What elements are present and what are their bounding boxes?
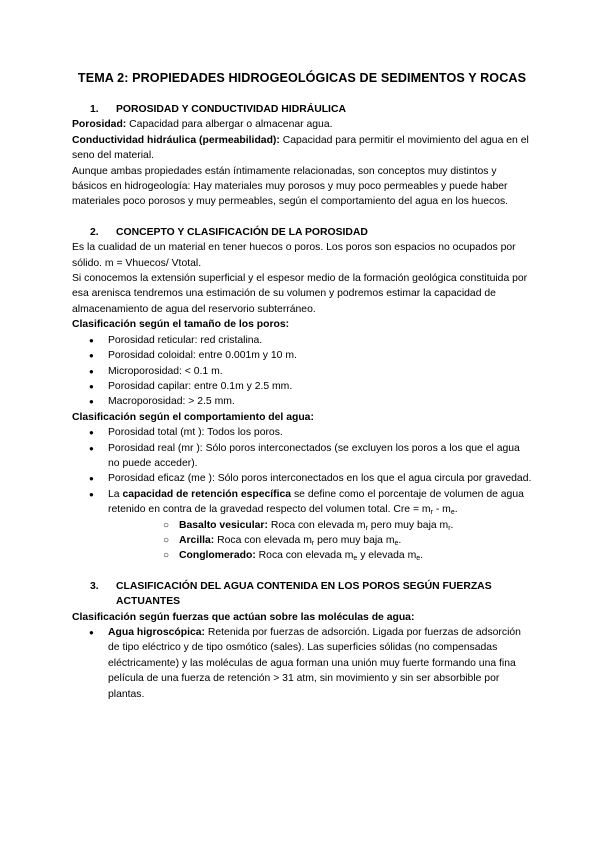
section-3-title: CLASIFICACIÓN DEL AGUA CONTENIDA EN LOS POROS SEGÚN FUERZAS ACTUANTES	[116, 580, 492, 608]
list-item: ● Porosidad real (mr ): Sólo poros interconectados (se excluyen los poros a los que el agua no puede acceder).	[72, 441, 532, 472]
list-item: ● Agua higroscópica: Retenida por fuerzas de adsorción. Ligada por fuerzas de adsorción de tipo eléctrico y de tipo osmótico (sales). Las superficies sólidas (no compensadas eléctricamente) y las moléculas de agua forman una unión muy fuerte formando una fina película de una fuerza de retención > 31 atm, sin movimiento y sin ser absorbible por plantas.	[72, 625, 532, 702]
porosidad-text: Capacidad para albergar o almacenar agua.	[126, 119, 333, 131]
porosidad-label: Porosidad:	[72, 119, 127, 131]
example-conglomerado: ○ Conglomerado: Roca con elevada $m_e$ y elevada $m_e$.	[108, 548, 532, 563]
example-basalto: ○ Basalto vesicular: Roca con elevada $m_r$ pero muy baja $m_r$.	[108, 518, 532, 533]
forces-classification-list	[72, 625, 532, 702]
section-2-number: 2.	[90, 226, 99, 238]
conductividad-label: Conductividad hidráulica (permeabilidad):	[72, 134, 280, 146]
section-2-title: CONCEPTO Y CLASIFICACIÓN DE LA POROSIDAD	[116, 226, 368, 238]
document-page	[72, 69, 532, 702]
example-arcilla: ○ Arcilla: Roca con elevada $m_r$ pero muy baja $m_e$.	[108, 533, 532, 548]
section-2-heading	[72, 225, 532, 240]
section-2-paragraph-2: Si conocemos la extensión superficial y el espesor medio de la formación geológica constituida por esa arenisca tendremos una estimación de su volumen y podremos estimar la capacidad de almacenamiento de agua del reservorio subterráneo.	[72, 273, 528, 315]
section-1-title: POROSIDAD Y CONDUCTIVIDAD HIDRÁULICA	[116, 104, 346, 115]
list-item: ● Porosidad capilar: entre 0.1m y 2.5 mm.	[72, 379, 532, 394]
document-title: TEMA 2: PROPIEDADES HIDROGEOLÓGICAS DE SEDIMENTOS Y ROCAS	[77, 71, 527, 85]
rock-examples-list	[108, 518, 532, 564]
size-classification-label: Clasificación según el tamaño de los poros:	[72, 319, 290, 331]
section-1-heading	[72, 102, 532, 117]
list-item: ● Porosidad reticular: red cristalina.	[72, 333, 532, 348]
section-1-paragraph: Aunque ambas propiedades están íntimamente relacionadas, son conceptos muy distintos y básicos en hidrogeología: Hay materiales muy porosos y muy poco permeables y puede haber materiales poco porosos y muy permeables, según el comportamiento del agua en los huecos.	[72, 165, 509, 208]
section-1-number: 1.	[90, 104, 99, 115]
list-item: ● Porosidad coloidal: entre 0.001m y 10 m.	[72, 348, 532, 363]
size-classification-list	[72, 333, 532, 410]
water-classification-list	[72, 425, 532, 564]
list-item: ● Macroporosidad: > 2.5 mm.	[72, 394, 532, 409]
section-2-paragraph-1: Es la cualidad de un material en tener huecos o poros. Los poros son espacios no ocupados por sólido. m = Vhuecos/ Vtotal.	[72, 242, 516, 269]
list-item: ● Porosidad total (mt ): Todos los poros.	[72, 425, 532, 440]
conductividad-definition	[72, 133, 532, 164]
list-item: ● Microporosidad: < 0.1 m.	[72, 364, 532, 379]
water-classification-label: Clasificación según el comportamiento del agua:	[72, 411, 314, 423]
retention-term: capacidad de retención específica	[122, 488, 292, 500]
porosidad-definition	[72, 117, 532, 132]
forces-classification-label: Clasificación según fuerzas que actúan sobre las moléculas de agua:	[72, 611, 415, 623]
list-item: ● Porosidad eficaz (me ): Sólo poros interconectados en los que el agua circula por gravedad.	[72, 471, 532, 486]
section-3-heading	[72, 579, 532, 610]
section-3-number: 3.	[90, 580, 99, 592]
agua-higroscopica-label: Agua higroscópica:	[108, 627, 205, 638]
retention-item: ● La capacidad de retención específica se define como el porcentaje de volumen de agua retenido en contra de la gravedad respecto del volumen total. Cre = $m_r - m_e$. ○ Basalto vesicular: Roca con elevada $m_r$ pero muy baja $m_r$. ○ Arcilla: Roca con elevada $m_r$ pero muy baja $m_e$. ○ Conglomerado: Roca con elevada $m_e$ y elevada $m_e$.	[72, 487, 532, 564]
conductividad-text: Capacidad para permitir el movimiento del agua en el seno del material.	[72, 134, 529, 162]
